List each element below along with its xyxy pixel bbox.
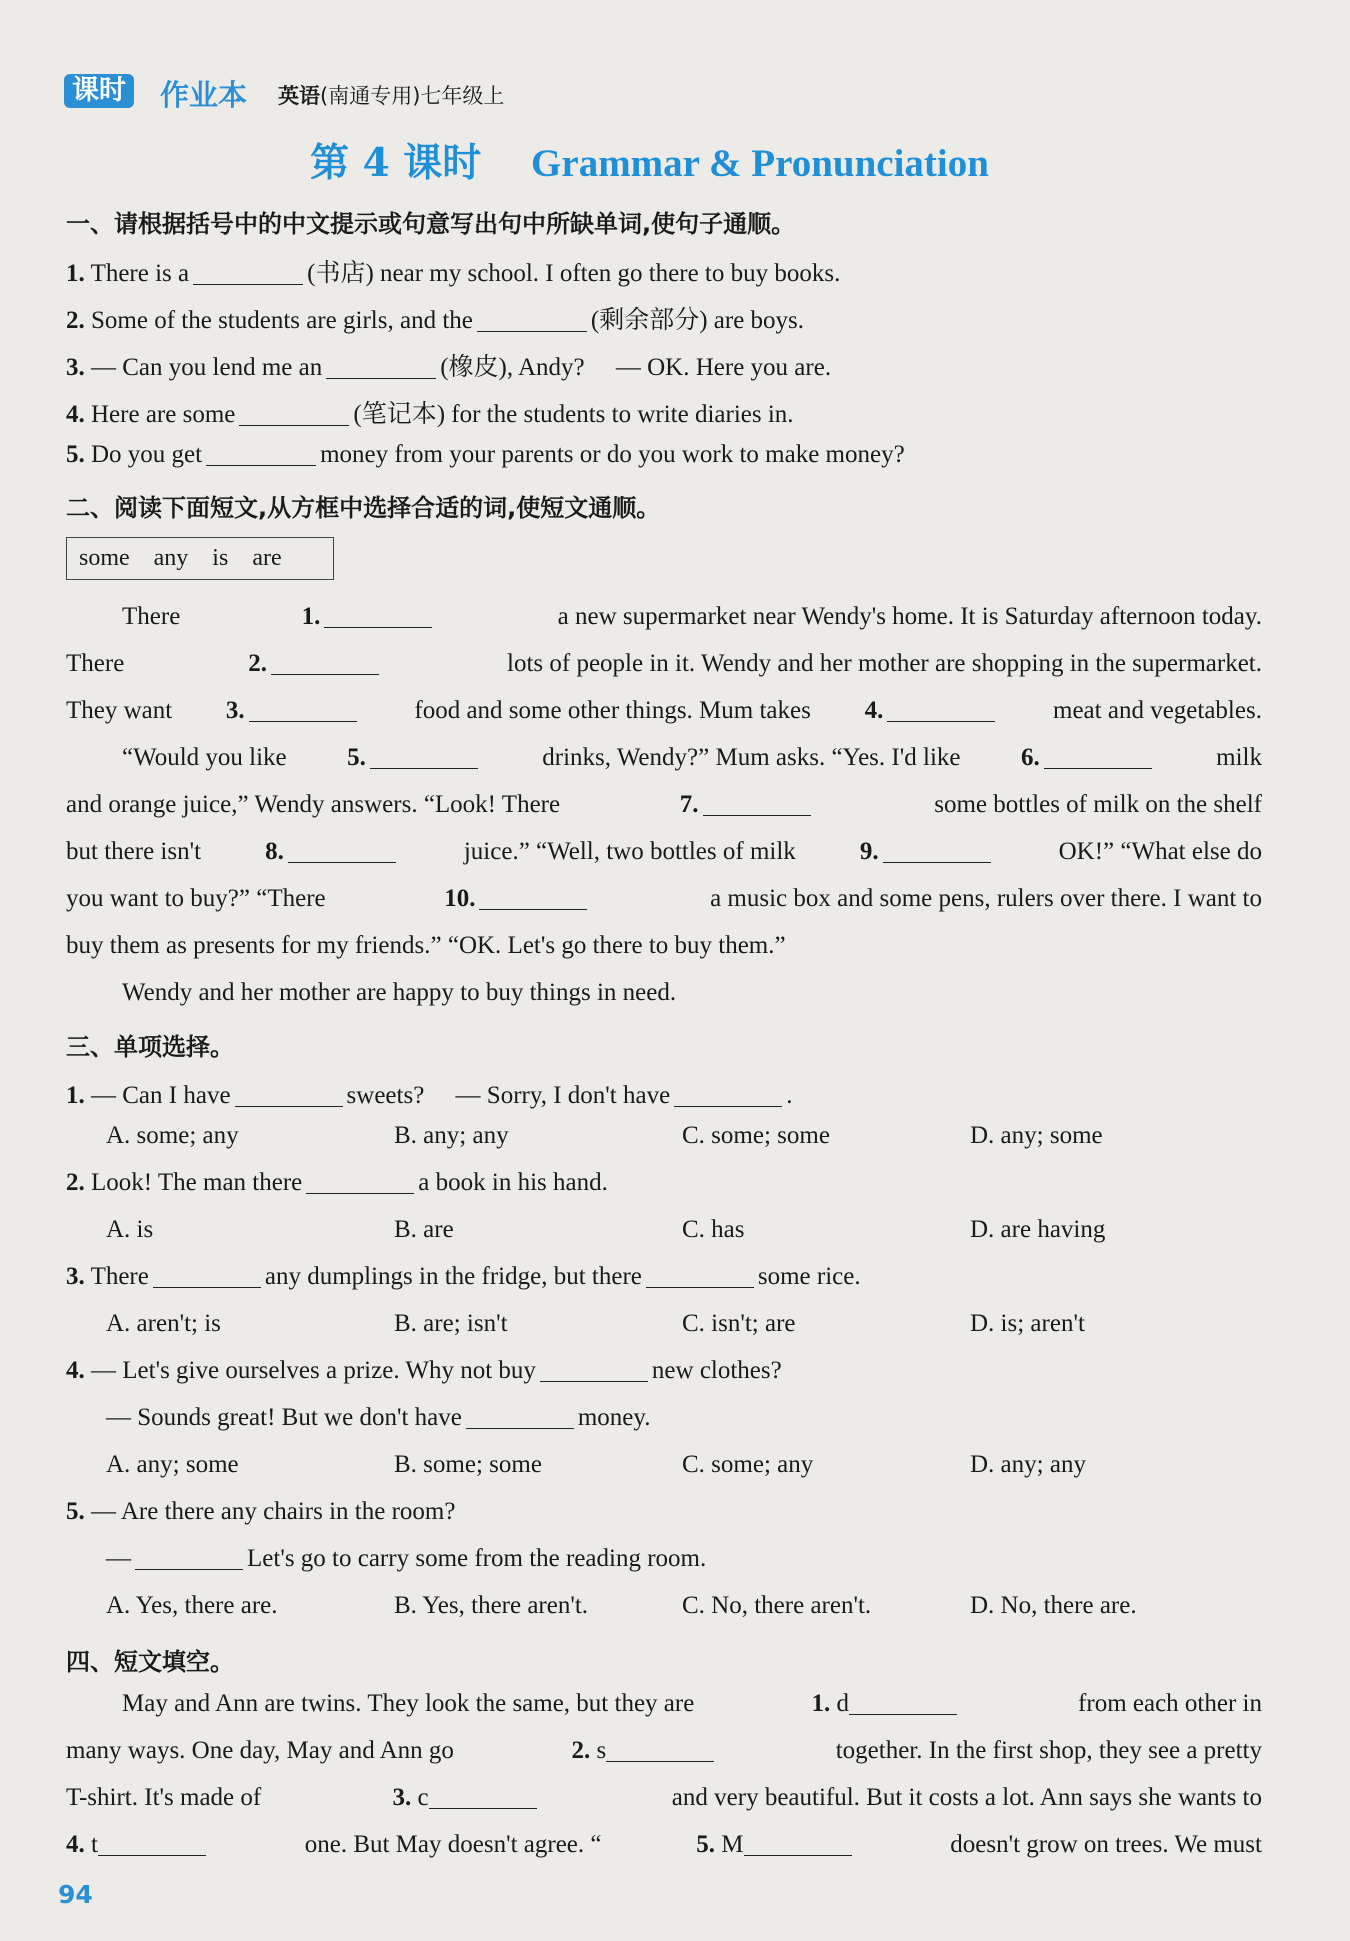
section2-heading: 二、阅读下面短文,从方框中选择合适的词,使短文通顺。 [66, 494, 661, 522]
answer-blank[interactable] [429, 1784, 537, 1809]
option-c[interactable]: C. isn't; are [682, 1310, 796, 1337]
answer-blank[interactable] [849, 1690, 957, 1715]
question-text: . [786, 1082, 793, 1109]
blank-number: 4. [864, 697, 884, 724]
option-b[interactable]: B. are [394, 1216, 454, 1243]
item-number: 4. [66, 401, 85, 428]
option-a[interactable]: A. Yes, there are. [106, 1592, 278, 1619]
question-number: 2. [66, 1169, 85, 1196]
blank-number: 5. [696, 1831, 716, 1858]
passage-text: They want [66, 697, 173, 724]
question-number: 3. [66, 1263, 85, 1290]
passage-text: from each other in [1078, 1690, 1262, 1717]
section1-heading: 一、请根据括号中的中文提示或句意写出句中所缺单词,使句子通顺。 [66, 210, 796, 238]
word-box-text: some any is are [79, 545, 282, 571]
answer-blank[interactable] [370, 744, 478, 769]
question-text: — [106, 1545, 131, 1572]
edition: (南通专用) [320, 84, 421, 108]
s4-line-2 [66, 1737, 1262, 1765]
answer-blank[interactable] [135, 1545, 243, 1570]
answer-blank[interactable] [98, 1831, 206, 1856]
s1-item-3 [66, 347, 831, 383]
option-a[interactable]: A. some; any [106, 1122, 239, 1149]
page-number: 94 [58, 1880, 93, 1909]
answer-blank[interactable] [249, 697, 357, 722]
answer-blank[interactable] [306, 1169, 414, 1194]
question-text: — Sounds great! But we don't have [106, 1404, 462, 1431]
option-c[interactable]: C. No, there aren't. [682, 1592, 872, 1619]
blank-number: 2. [248, 650, 268, 677]
s2-line-4 [122, 744, 1262, 772]
s2-line-7 [66, 885, 1262, 913]
question-text: sweets? — Sorry, I don't have [346, 1082, 671, 1109]
s2-line-5 [66, 791, 1262, 819]
item-text: (笔记本) for the students to write diaries in. [353, 401, 794, 428]
passage-text: milk [1216, 744, 1262, 771]
option-d[interactable]: D. any; any [970, 1451, 1086, 1478]
passage-text: buy them as presents for my friends.” “OK. Let's go there to buy them.” [66, 932, 786, 959]
word-box [66, 537, 334, 580]
answer-blank[interactable] [1044, 744, 1152, 769]
option-c[interactable]: C. some; any [682, 1451, 814, 1478]
s2-line-2 [66, 650, 1262, 678]
blank-number: 6. [1020, 744, 1040, 771]
question-text: There [90, 1263, 149, 1290]
logo-text: 课时 [72, 75, 126, 106]
option-b[interactable]: B. some; some [394, 1451, 542, 1478]
answer-blank[interactable] [288, 838, 396, 863]
option-b[interactable]: B. any; any [394, 1122, 509, 1149]
s1-item-5 [66, 441, 905, 469]
passage-text: but there isn't [66, 838, 202, 865]
book-subtitle [278, 80, 504, 110]
item-text: — Can you lend me an [91, 354, 323, 381]
lesson-topic: Grammar & Pronunciation [531, 142, 989, 185]
option-d[interactable]: D. No, there are. [970, 1592, 1137, 1619]
first-letter-hint: M [721, 1831, 744, 1858]
answer-blank[interactable] [153, 1263, 261, 1288]
subject: 英语 [278, 84, 320, 108]
item-number: 1. [66, 260, 85, 287]
blank-number: 4. [66, 1831, 85, 1858]
first-letter-hint: d [836, 1690, 849, 1717]
header-logo [64, 74, 134, 108]
passage-text: There [66, 650, 125, 677]
answer-blank[interactable] [744, 1831, 852, 1856]
option-a[interactable]: A. aren't; is [106, 1310, 221, 1337]
answer-blank[interactable] [326, 354, 436, 379]
answer-blank[interactable] [239, 401, 349, 426]
question-text: any dumplings in the fridge, but there [264, 1263, 642, 1290]
passage-text: drinks, Wendy?” Mum asks. “Yes. I'd like [542, 744, 961, 771]
item-text: Here are some [91, 401, 236, 428]
s2-line-1 [122, 603, 1262, 631]
answer-blank[interactable] [206, 441, 316, 466]
passage-text: and very beautiful. But it costs a lot. Ann says she wants to [671, 1784, 1262, 1811]
option-c[interactable]: C. has [682, 1216, 745, 1243]
item-text: money from your parents or do you work to make money? [320, 441, 905, 468]
blank-number: 5. [347, 744, 366, 771]
s3-question-3 [66, 1263, 861, 1291]
passage-text: juice.” “Well, two bottles of milk [463, 838, 796, 865]
question-text: Look! The man there [91, 1169, 303, 1196]
passage-text: Wendy and her mother are happy to buy things in need. [122, 979, 677, 1006]
option-b[interactable]: B. Yes, there aren't. [394, 1592, 589, 1619]
s4-line-3 [66, 1784, 1262, 1812]
passage-text: lots of people in it. Wendy and her mother are shopping in the supermarket. [507, 650, 1262, 677]
grade: 七年级上 [420, 84, 505, 108]
passage-text: you want to buy?” “There [66, 885, 326, 912]
passage-text: May and Ann are twins. They look the same, but they are [122, 1690, 695, 1717]
passage-text: and orange juice,” Wendy answers. “Look! There [66, 791, 561, 818]
answer-blank[interactable] [606, 1737, 714, 1762]
answer-blank[interactable] [235, 1082, 343, 1107]
item-text: (剩余部分) are boys. [590, 307, 805, 334]
answer-blank[interactable] [271, 650, 379, 675]
item-text: (橡皮), Andy? — OK. Here you are. [440, 354, 832, 381]
passage-text: a new supermarket near Wendy's home. It is Saturday afternoon today. [557, 603, 1262, 630]
lesson-number: 第 4 课时 [310, 140, 482, 186]
blank-number: 7. [679, 791, 699, 818]
option-b[interactable]: B. are; isn't [394, 1310, 508, 1337]
s3-question-1 [66, 1075, 792, 1111]
item-number: 5. [66, 441, 85, 468]
item-text: Some of the students are girls, and the [91, 307, 473, 334]
option-a[interactable]: A. is [106, 1216, 154, 1243]
answer-blank[interactable] [477, 307, 587, 332]
s4-line-1 [122, 1690, 1262, 1718]
answer-blank[interactable] [887, 697, 995, 722]
passage-text: some bottles of milk on the shelf [934, 791, 1262, 818]
passage-text: together. In the first shop, they see a pretty [835, 1737, 1262, 1764]
section3-heading: 三、单项选择。 [66, 1033, 234, 1061]
item-number: 2. [66, 307, 85, 334]
blank-number: 2. [571, 1737, 591, 1764]
answer-blank[interactable] [479, 885, 587, 910]
option-a[interactable]: A. any; some [106, 1451, 239, 1478]
blank-number: 3. [392, 1784, 412, 1811]
first-letter-hint: c [417, 1784, 429, 1811]
item-text: Do you get [91, 441, 203, 468]
passage-text: meat and vegetables. [1053, 697, 1262, 724]
item-number: 3. [66, 354, 85, 381]
blank-number: 3. [225, 697, 245, 724]
s3-question-2 [66, 1169, 608, 1197]
brand-name: 作业本 [160, 78, 248, 112]
question-number: 4. [66, 1357, 85, 1384]
blank-number: 8. [265, 838, 284, 865]
question-text: some rice. [757, 1263, 861, 1290]
answer-blank[interactable] [466, 1404, 574, 1429]
item-text: (书店) near my school. I often go there to buy books. [307, 260, 841, 287]
question-text: — Let's give ourselves a prize. Why not buy [91, 1357, 536, 1384]
passage-text: There [122, 603, 181, 630]
question-text: Let's go to carry some from the reading room. [247, 1545, 707, 1572]
s2-line-8 [66, 932, 786, 960]
s2-line-3 [66, 697, 1262, 725]
passage-text: T-shirt. It's made of [66, 1784, 262, 1811]
blank-number: 10. [444, 885, 476, 912]
answer-blank[interactable] [193, 260, 303, 285]
blank-number: 9. [859, 838, 879, 865]
option-c[interactable]: C. some; some [682, 1122, 830, 1149]
answer-blank[interactable] [703, 791, 811, 816]
first-letter-hint: t [91, 1831, 98, 1858]
option-d[interactable]: D. is; aren't [970, 1310, 1085, 1337]
s3-question-4 [66, 1357, 782, 1385]
answer-blank[interactable] [324, 603, 432, 628]
s2-line-6 [66, 838, 1262, 866]
passage-text: a music box and some pens, rulers over there. I want to [710, 885, 1262, 912]
option-d[interactable]: D. any; some [970, 1122, 1103, 1149]
question-number: 5. [66, 1498, 85, 1525]
first-letter-hint: s [596, 1737, 607, 1764]
passage-text: one. But May doesn't agree. “ [304, 1831, 602, 1858]
question-text: — Can I have [91, 1082, 231, 1109]
s3-question-5-reply [106, 1545, 706, 1573]
question-text: a book in his hand. [418, 1169, 608, 1196]
question-text: money. [577, 1404, 651, 1431]
s2-line-9 [122, 979, 676, 1007]
question-text: new clothes? [651, 1357, 782, 1384]
passage-text: doesn't grow on trees. We must [950, 1831, 1262, 1858]
s1-item-1 [66, 253, 840, 289]
passage-text: food and some other things. Mum takes [414, 697, 811, 724]
question-number: 1. [66, 1082, 85, 1109]
answer-blank[interactable] [540, 1357, 648, 1382]
blank-number: 1. [301, 603, 321, 630]
s4-line-4 [66, 1831, 1262, 1859]
passage-text: “Would you like [122, 744, 287, 771]
s1-item-2 [66, 300, 804, 336]
item-text: There is a [90, 260, 190, 287]
option-d[interactable]: D. are having [970, 1216, 1106, 1243]
s3-question-4-reply [106, 1404, 651, 1432]
answer-blank[interactable] [674, 1082, 782, 1107]
answer-blank[interactable] [883, 838, 991, 863]
passage-text: OK!” “What else do [1058, 838, 1262, 865]
lesson-title [310, 132, 989, 188]
question-text: — Are there any chairs in the room? [91, 1498, 456, 1525]
s3-question-5 [66, 1498, 455, 1526]
s1-item-4 [66, 394, 794, 430]
passage-text: many ways. One day, May and Ann go [66, 1737, 454, 1764]
answer-blank[interactable] [646, 1263, 754, 1288]
section4-heading: 四、短文填空。 [66, 1648, 234, 1676]
blank-number: 1. [811, 1690, 831, 1717]
